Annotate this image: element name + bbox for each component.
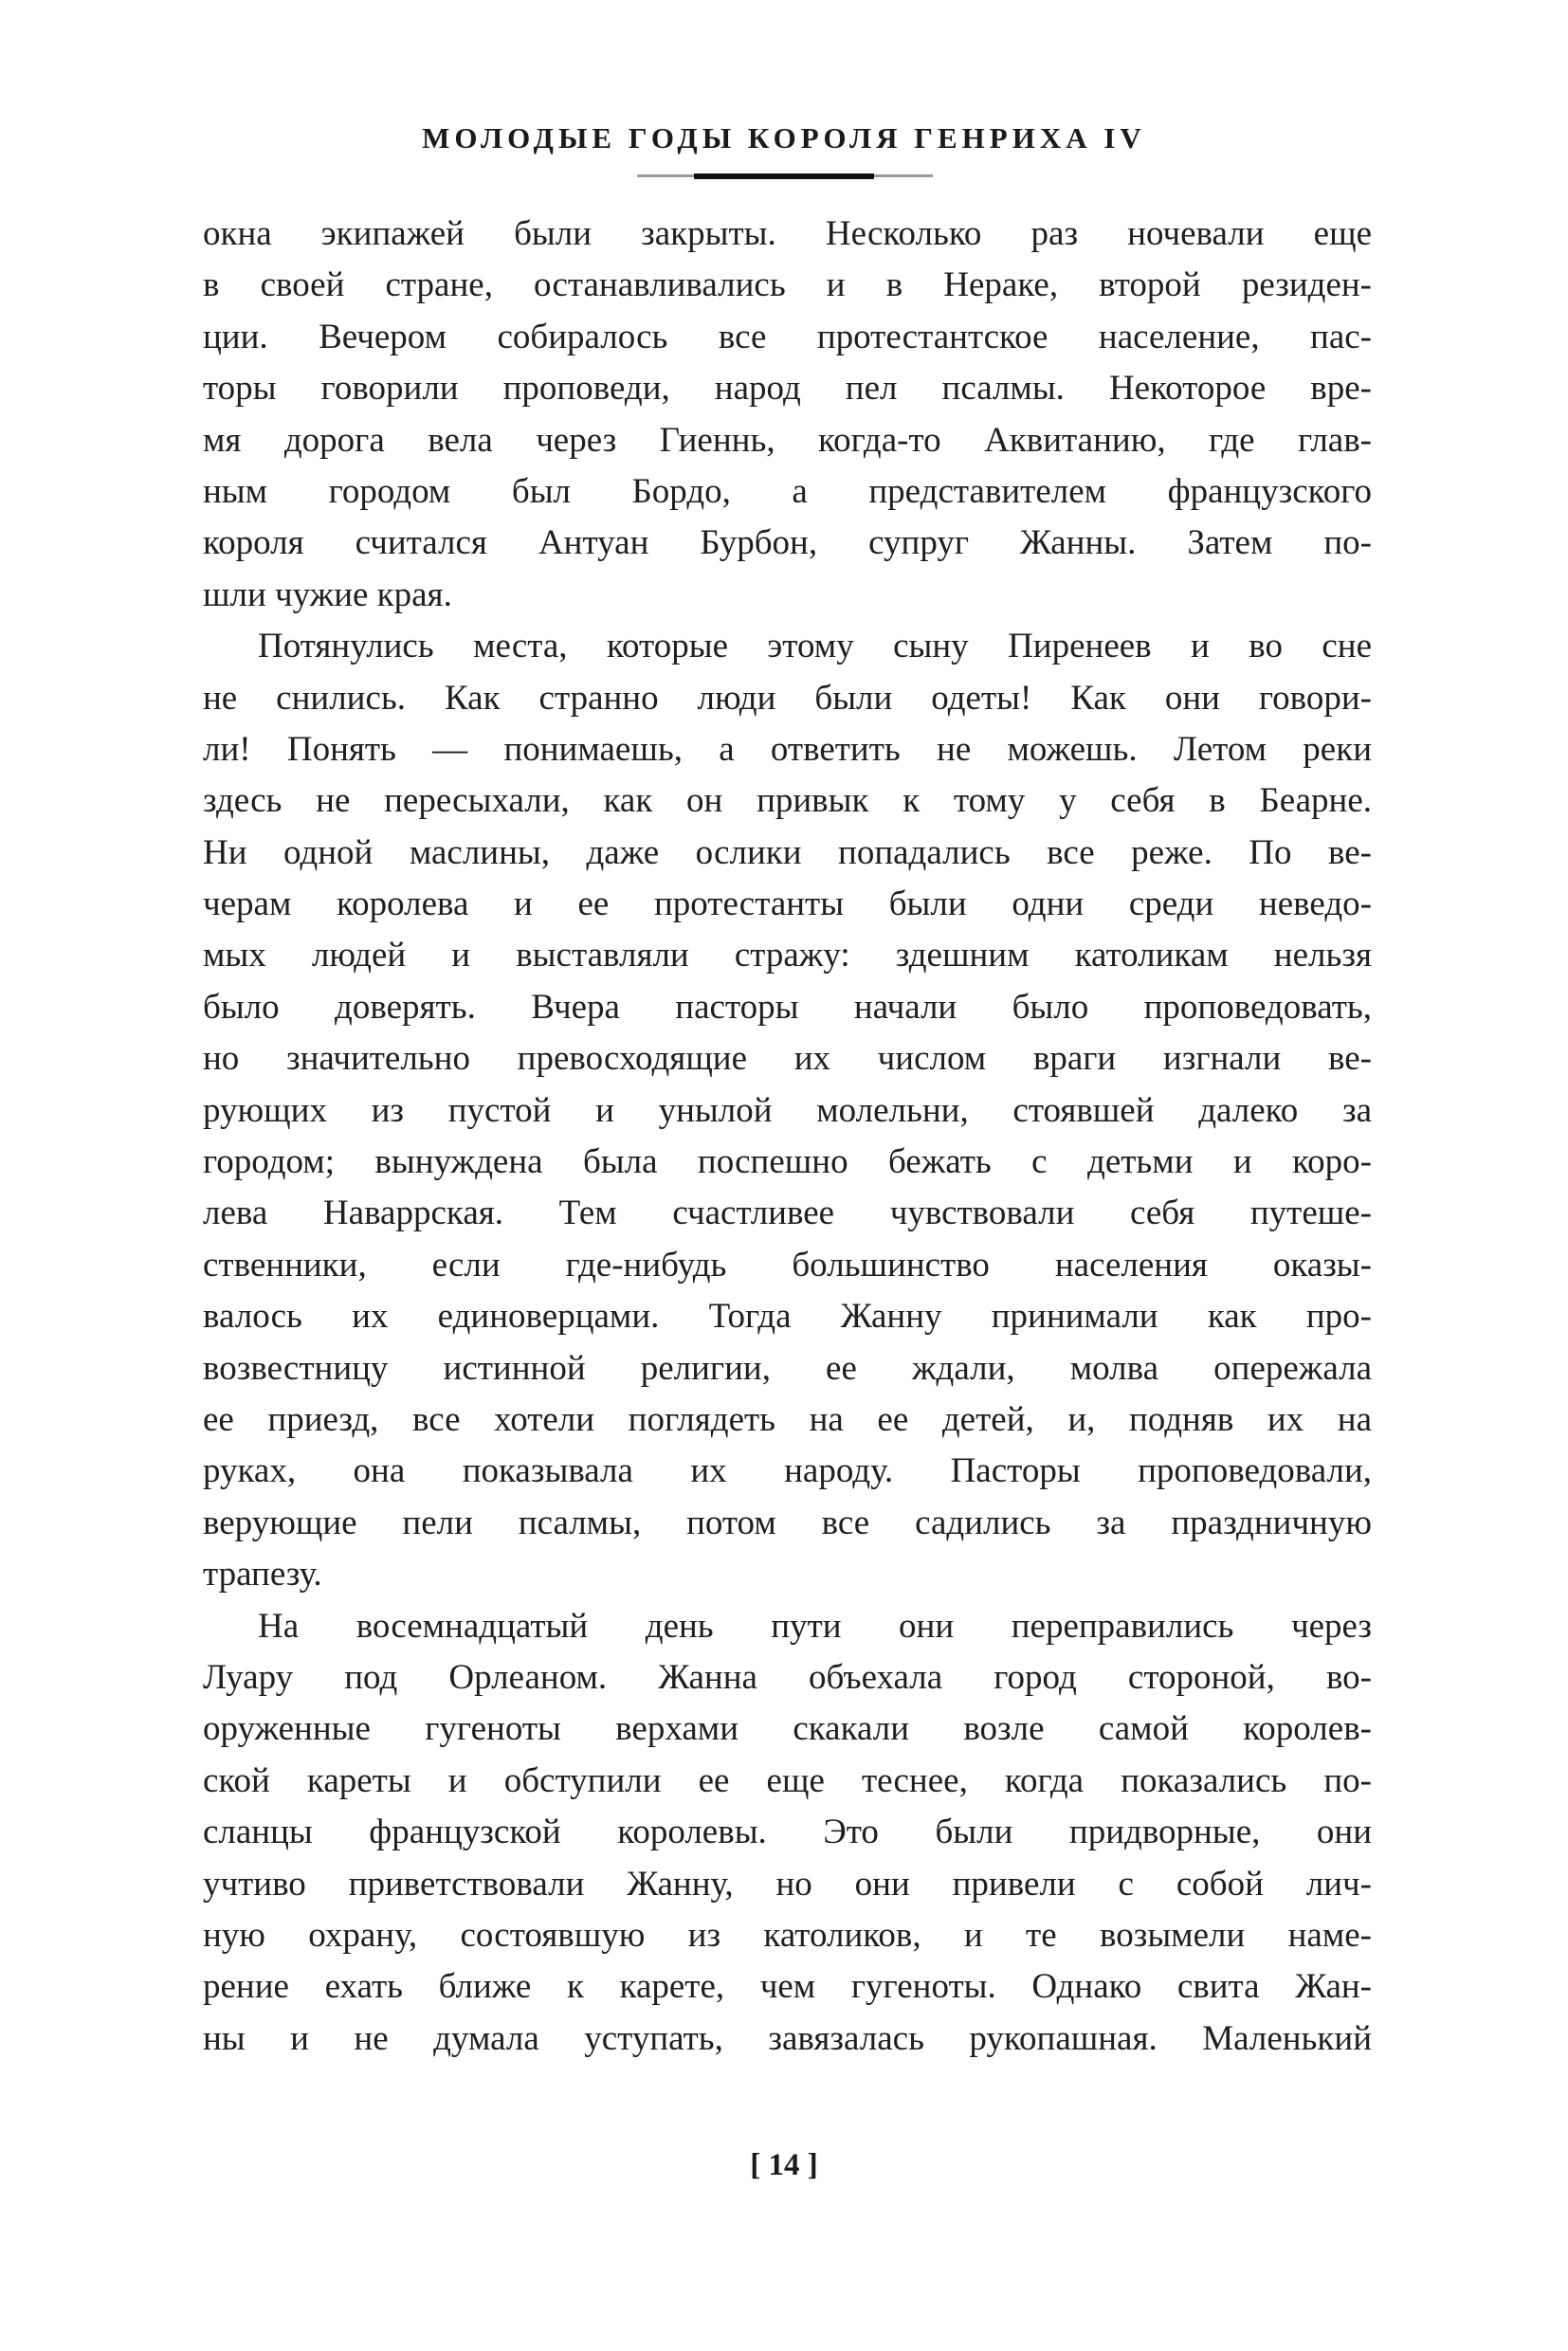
text-line: возвестницу истинной религии, ее ждали, молва опережала: [203, 1348, 1372, 1388]
text-line: Луару под Орлеаном. Жанна объехала город стороной, во-: [203, 1657, 1372, 1697]
text-line: но значительно превосходящие их числом враги изгнали ве-: [203, 1039, 1372, 1079]
text-line: сланцы французской королевы. Это были придворные, они: [203, 1813, 1372, 1852]
text-line: лева Наваррская. Тем счастливее чувствовали себя путеше-: [203, 1194, 1372, 1233]
text-line: ным городом был Бордо, а представителем французского: [203, 471, 1372, 511]
text-line: в своей стране, останавливались и в Нераке, второй резиден-: [203, 265, 1372, 305]
text-line: ее приезд, все хотели поглядеть на ее детей, и, подняв их на: [203, 1399, 1372, 1439]
text-line: окна экипажей были закрыты. Несколько раз ночевали еще: [203, 214, 1372, 253]
text-line: не снились. Как странно люди были одеты! Как они говори-: [203, 678, 1372, 718]
text-line: ственники, если где-нибудь большинство населения оказы-: [203, 1245, 1372, 1285]
text-line: оруженные гугеноты верхами скакали возле самой королев-: [203, 1709, 1372, 1749]
text-line: На восемнадцатый день пути они переправились через: [258, 1606, 1372, 1646]
page-number: [ 14 ]: [750, 2148, 818, 2182]
running-head: МОЛОДЫЕ ГОДЫ КОРОЛЯ ГЕНРИХА IV: [422, 121, 1146, 155]
text-line: руках, она показывала их народу. Пасторы проповедовали,: [203, 1451, 1372, 1491]
text-line: мя дорога вела через Гиеннь, когда-то Аквитанию, где глав-: [203, 420, 1372, 460]
text-line: Потянулись места, которые этому сыну Пиренеев и во сне: [258, 627, 1372, 666]
text-line: ской кареты и обступили ее еще теснее, когда показались по-: [203, 1760, 1372, 1800]
text-line: рующих из пустой и унылой молельни, стоявшей далеко за: [203, 1090, 1372, 1130]
text-line: учтиво приветствовали Жанну, но они привели с собой лич-: [203, 1864, 1372, 1904]
text-line: валось их единоверцами. Тогда Жанну принимали как про-: [203, 1297, 1372, 1337]
text-line: городом; вынуждена была поспешно бежать с детьми и коро-: [203, 1142, 1372, 1182]
text-line: здесь не пересыхали, как он привык к тому у себя в Беарне.: [203, 781, 1372, 821]
text-line: короля считался Антуан Бурбон, супруг Жанны. Затем по-: [203, 523, 1372, 563]
text-line: черам королева и ее протестанты были одни среди неведо-: [203, 884, 1372, 924]
text-line: ную охрану, состоявшую из католиков, и те возымели наме-: [203, 1915, 1372, 1955]
text-line: ны и не думала уступать, завязалась рукопашная. Маленький: [203, 2018, 1372, 2058]
text-line: Ни одной маслины, даже ослики попадались все реже. По ве-: [203, 832, 1372, 872]
text-line: мых людей и выставляли стражу: здешним католикам нельзя: [203, 936, 1372, 975]
text-line: было доверять. Вчера пасторы начали было проповедовать,: [203, 987, 1372, 1027]
text-line: рение ехать ближе к карете, чем гугеноты. Однако свита Жан-: [203, 1967, 1372, 2007]
text-line: ции. Вечером собиралось все протестантское население, пас-: [203, 317, 1372, 356]
header-rule-accent: [694, 173, 874, 179]
text-line: ли! Понять — понимаешь, а ответить не можешь. Летом реки: [203, 729, 1372, 769]
text-line: трапезу.: [203, 1555, 322, 1595]
text-line: верующие пели псалмы, потом все садились за праздничную: [203, 1503, 1372, 1542]
text-line: торы говорили проповеди, народ пел псалмы. Некоторое вре-: [203, 369, 1372, 409]
text-line: шли чужие края.: [203, 574, 452, 614]
body-text: [203, 209, 1372, 2065]
